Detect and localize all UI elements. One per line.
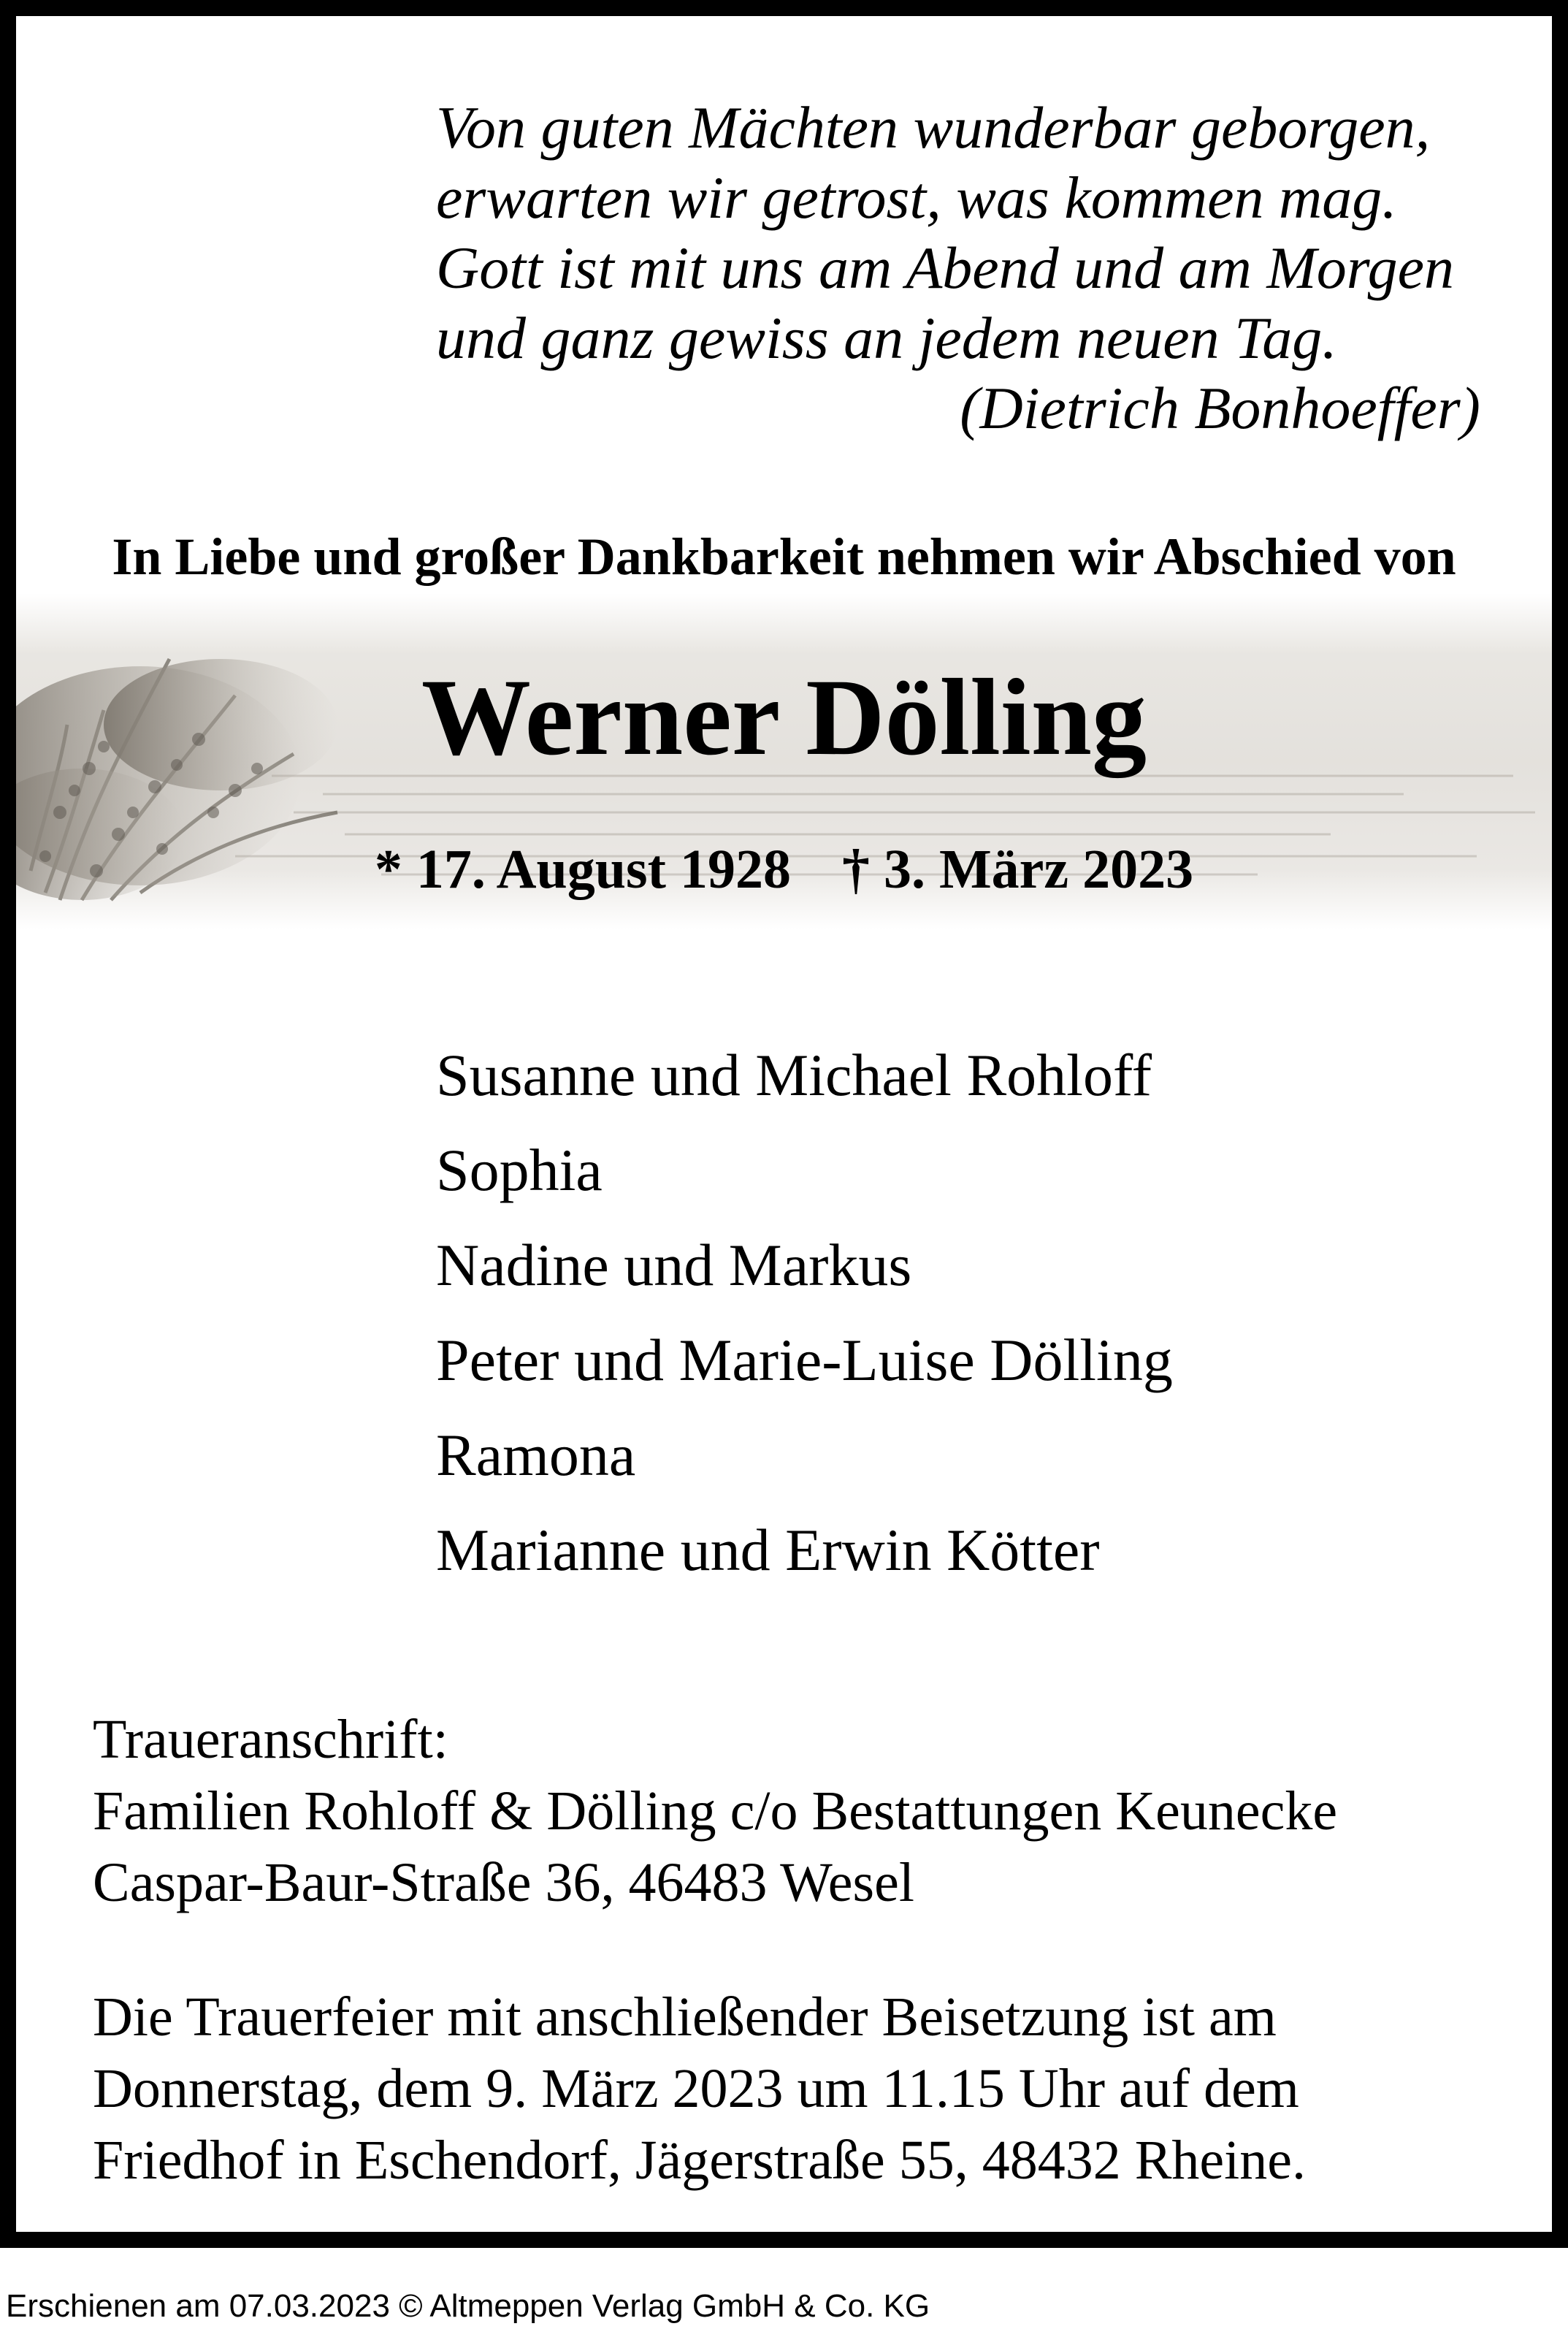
address-label: Traueranschrift: [93,1709,448,1770]
mourners-list [436,1028,1495,1598]
funeral-line: Die Trauerfeier mit anschließender Beisetzung ist am [93,1986,1277,2048]
poem-line: und ganz gewiss an jedem neuen Tag. [436,305,1337,371]
poem-line: Von guten Mächten wunderbar geborgen, [436,94,1431,161]
mourning-address [93,1704,1517,1918]
funeral-line: Donnerstag, dem 9. März 2023 um 11.15 Uhr auf dem [93,2058,1299,2119]
death-date: † 3. März 2023 [841,839,1194,900]
address-line: Caspar-Baur-Straße 36, 46483 Wesel [93,1852,914,1913]
life-dates [16,834,1552,904]
poem-quote [436,93,1517,443]
publication-footer: Erschienen am 07.03.2023 © Altmeppen Verlag GmbH & Co. KG [6,2288,930,2324]
farewell-intro: In Liebe und großer Dankbarkeit nehmen wir Abschied von [112,527,1456,586]
address-line: Familien Rohloff & Dölling c/o Bestattungen Keunecke [93,1780,1338,1842]
poem-author: (Dietrich Bonhoeffer) [960,375,1480,441]
mourner-name: Marianne und Erwin Kötter [436,1517,1100,1583]
deceased-name: Werner Dölling [421,657,1147,778]
funeral-line: Friedhof in Eschendorf, Jägerstraße 55, 48432 Rheine. [93,2130,1307,2191]
poem-line: Gott ist mit uns am Abend und am Morgen [436,235,1454,301]
mourner-name: Ramona [436,1422,636,1488]
mourner-name: Nadine und Markus [436,1232,912,1298]
mourner-name: Peter und Marie-Luise Dölling [436,1327,1173,1393]
birth-date: * 17. August 1928 [374,839,791,900]
mourner-name: Sophia [436,1137,603,1203]
poem-line: erwarten wir getrost, was kommen mag. [436,164,1397,231]
mourner-name: Susanne und Michael Rohloff [436,1042,1152,1108]
funeral-details [93,1981,1517,2196]
